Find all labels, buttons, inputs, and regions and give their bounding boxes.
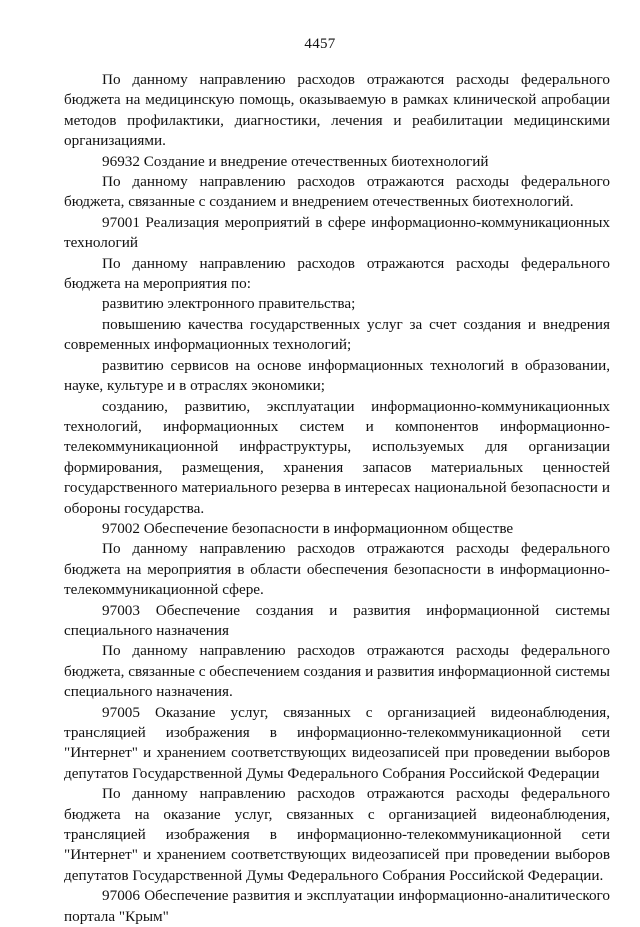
heading-97002: 97002 Обеспечение безопасности в информационном обществе	[102, 519, 514, 537]
paragraph-ict-intro: По данному направлению расходов отражаются расходы федерального бюджета на мероприятия по:	[64, 254, 610, 293]
list-item-e-government: развитию электронного правительства;	[102, 295, 356, 313]
list-item-service-quality: повышению качества государственных услуг за счет создания и внедрения современных информационных технологий;	[64, 315, 610, 354]
document-body	[64, 70, 610, 927]
paragraph-security: По данному направлению расходов отражаются расходы федерального бюджета на мероприятия в области обеспечения безопасности в информационно-телекоммуникационной сфере.	[64, 540, 610, 599]
list-item-ict-infrastructure: созданию, развитию, эксплуатации информационно-коммуникационных технологий, информационных систем и компонентов информационно-телекоммуникационной инфраструктуры, используемых для организации формирования, размещения, хранения запасов материальных ценностей государственного материального резерва в интересах национальной безопасности и обороны государства.	[64, 397, 610, 517]
paragraph-biotech: По данному направлению расходов отражаются расходы федерального бюджета, связанные с созданием и внедрением отечественных биотехнологий.	[64, 173, 610, 211]
heading-97003: 97003 Обеспечение создания и развития информационной системы специального назначения	[64, 601, 610, 639]
heading-96932: 96932 Создание и внедрение отечественных биотехнологий	[102, 152, 489, 170]
page-number: 4457	[304, 36, 336, 52]
heading-97001: 97001 Реализация мероприятий в сфере информационно-коммуникационных технологий	[64, 213, 610, 252]
heading-97006: 97006 Обеспечение развития и эксплуатации информационно-аналитического портала "Крым"	[64, 887, 610, 925]
list-item-services-development: развитию сервисов на основе информационных технологий в образовании, науке, культуре и в отраслях экономики;	[64, 356, 610, 395]
paragraph-video-surveillance: По данному направлению расходов отражаются расходы федерального бюджета на оказание услуг, связанных с организацией видеонаблюдения, трансляцией изображения в информационно-телекоммуникационной сети "Интернет" и хранением соответствующих видеозаписей при проведении выборов депутатов Государственной Думы Федерального Собрания Российской Федерации.	[64, 785, 610, 884]
heading-97005: 97005 Оказание услуг, связанных с организацией видеонаблюдения, трансляцией изображения в информационно-телекоммуникационной сети "Интернет" и хранением соответствующих видеозаписей при проведении выборов депутатов Государственной Думы Федерального Собрания Российской Федерации	[64, 703, 610, 782]
paragraph-special-system: По данному направлению расходов отражаются расходы федерального бюджета, связанные с обеспечением создания и развития информационной системы специального назначения.	[64, 642, 610, 701]
paragraph-medical-aid: По данному направлению расходов отражаются расходы федерального бюджета на медицинскую помощь, оказываемую в рамках клинической апробации методов профилактики, диагностики, лечения и реабилитации медицинскими организациями.	[64, 71, 610, 150]
